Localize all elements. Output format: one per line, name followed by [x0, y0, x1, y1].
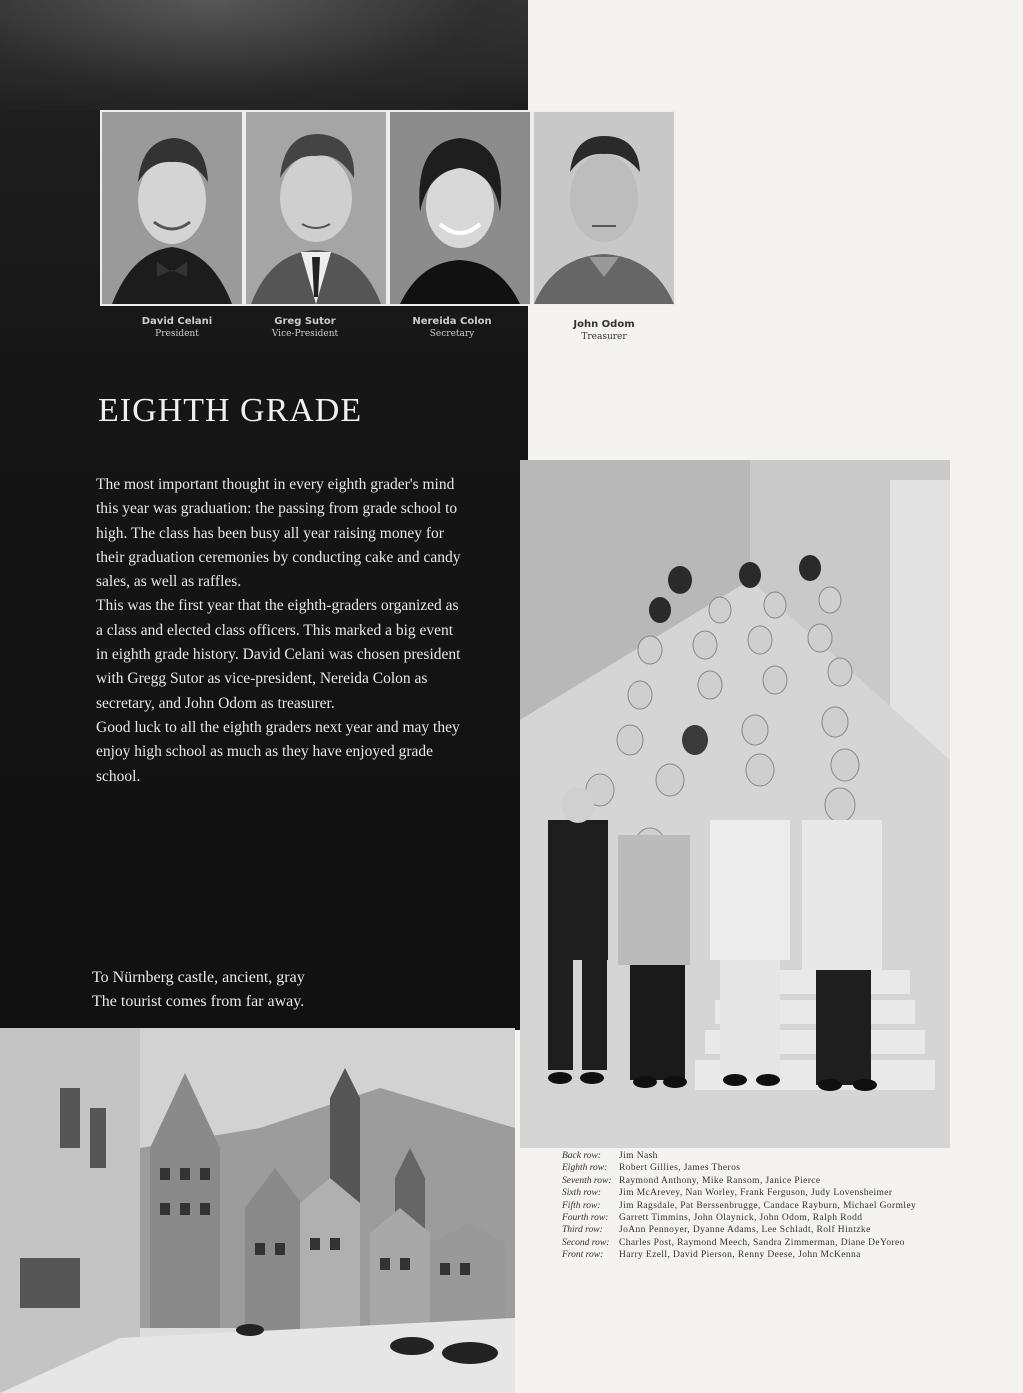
- officer-name: Greg Sutor: [274, 316, 336, 327]
- portrait-treasurer: [532, 110, 676, 306]
- row-label: Second row:: [562, 1237, 610, 1248]
- officer-caption: [377, 316, 527, 340]
- row-names: Jim Ragsdale, Pat Berssenbrugge, Candace Rayburn, Michael Gormley: [619, 1200, 917, 1211]
- row-label: Eighth row:: [562, 1163, 608, 1174]
- officer-name: Nereida Colon: [412, 316, 492, 327]
- officer-role: Secretary: [429, 329, 475, 339]
- row-names: Jim Nash: [619, 1151, 658, 1161]
- row-label: Third row:: [562, 1225, 603, 1236]
- officer-caption: [529, 319, 679, 343]
- officer-role: Vice-President: [271, 329, 339, 339]
- row-label: Sixth row:: [562, 1188, 601, 1199]
- poem-line: To Nürnberg castle, ancient, gray: [92, 969, 305, 986]
- roster-row: [562, 1175, 940, 1187]
- poem-line: The tourist comes from far away.: [92, 993, 305, 1010]
- panel-shading: [0, 0, 528, 110]
- row-names: Robert Gillies, James Theros: [619, 1163, 741, 1174]
- row-label: Seventh row:: [562, 1175, 612, 1186]
- officer-caption: [230, 316, 380, 340]
- roster-row: [562, 1150, 940, 1162]
- class-photo: [520, 460, 950, 1148]
- row-names: Charles Post, Raymond Meech, Sandra Zimmerman, Diane DeYoreo: [619, 1237, 905, 1248]
- officer-name: John Odom: [573, 319, 635, 330]
- paragraph: The most important thought in every eighth grader's mind this year was graduation: the passing from grade school to high. The class has been busy all year raising money for their graduation ceremonies by conducting cake and candy sales, as well as raffles.: [96, 476, 461, 591]
- officer-role: Treasurer: [581, 332, 627, 342]
- portrait-president: [100, 110, 244, 306]
- officer-role: President: [155, 329, 199, 339]
- row-names: Harry Ezell, David Pierson, Renny Deese, John McKenna: [619, 1250, 861, 1261]
- roster-row: [562, 1212, 940, 1224]
- roster-row: [562, 1162, 940, 1174]
- row-label: Fifth row:: [562, 1200, 601, 1211]
- row-names: JoAnn Pennoyer, Dyanne Adams, Lee Schladt, Rolf Hintzke: [619, 1225, 871, 1236]
- row-names: Raymond Anthony, Mike Ransom, Janice Pierce: [619, 1175, 821, 1186]
- poem: [92, 966, 305, 1014]
- row-label: Front row:: [562, 1250, 604, 1261]
- row-label: Back row:: [562, 1151, 601, 1161]
- row-names: Garrett Timmins, John Olaynick, John Odom, Ralph Rodd: [619, 1213, 863, 1224]
- roster-row: [562, 1200, 940, 1212]
- row-names: Jim McArevey, Nan Worley, Frank Ferguson, Judy Lovensheimer: [619, 1188, 893, 1199]
- roster-row: [562, 1224, 940, 1236]
- class-roster: [562, 1150, 940, 1262]
- page-title: EIGHTH GRADE: [98, 392, 363, 429]
- paragraph: Good luck to all the eighth graders next year and may they enjoy high school as much as they have enjoyed grade school.: [96, 718, 460, 785]
- portrait-vice-president: [244, 110, 388, 306]
- castle-photo: [0, 1028, 515, 1393]
- row-label: Fourth row:: [562, 1213, 609, 1224]
- roster-row: [562, 1187, 940, 1199]
- article-body: [96, 473, 466, 789]
- roster-row: [562, 1249, 940, 1261]
- paragraph: This was the first year that the eighth-graders organized as a class and elected class officers. This marked a big event in eighth grade history. David Celani was chosen president with Gregg Sutor as vice-president, Nereida Colon as secretary, and John Odom as treasurer.: [96, 597, 461, 712]
- officer-name: David Celani: [141, 316, 213, 327]
- roster-row: [562, 1237, 940, 1249]
- portrait-secretary: [388, 110, 532, 306]
